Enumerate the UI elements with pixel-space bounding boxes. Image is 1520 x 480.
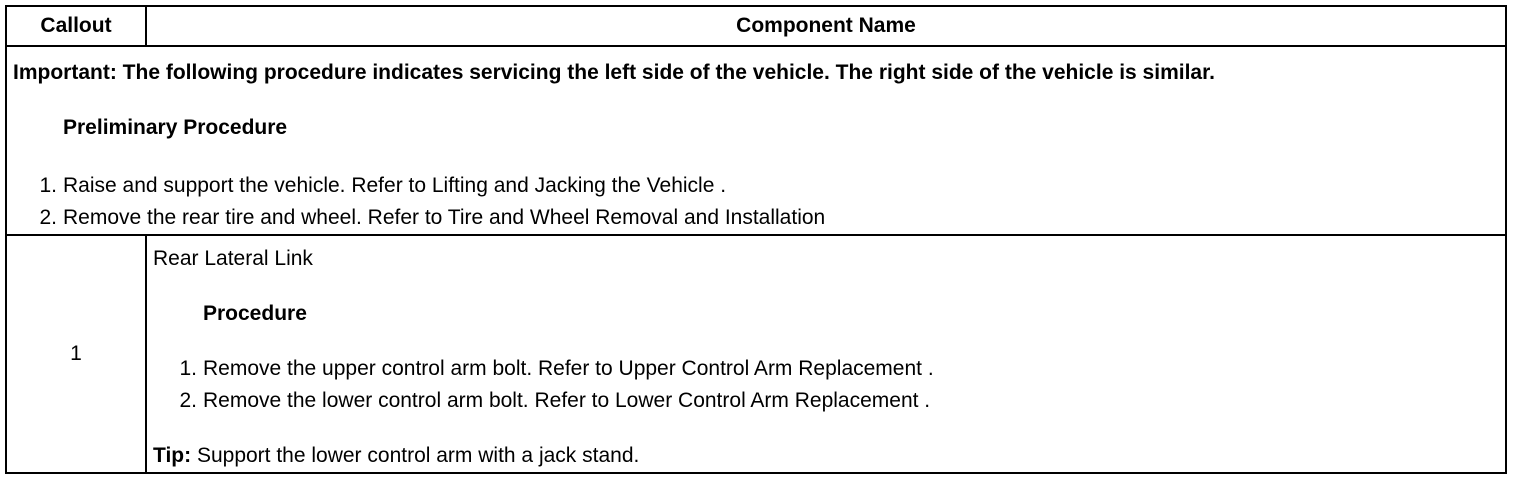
procedure-steps	[153, 353, 1505, 417]
component-name-header: Component Name	[146, 6, 1506, 46]
preliminary-procedure-heading: Preliminary Procedure	[63, 116, 288, 139]
tip-label: Tip:	[153, 444, 192, 467]
step-number: 2.	[39, 206, 57, 229]
important-text: The following procedure indicates servicing the left side of the vehicle. The right side of the vehicle is similar.	[122, 61, 1215, 84]
table-row	[6, 235, 1506, 473]
list-item	[153, 385, 1505, 417]
step-number: 1.	[39, 174, 57, 197]
header-row	[6, 6, 1506, 46]
step-text: Remove the upper control arm bolt. Refer to Upper Control Arm Replacement .	[203, 357, 934, 380]
component-name: Rear Lateral Link	[153, 247, 313, 270]
tip-text: Support the lower control arm with a jack stand.	[196, 444, 640, 467]
important-note	[13, 60, 1505, 86]
step-text: Remove the rear tire and wheel. Refer to Tire and Wheel Removal and Installation	[63, 206, 826, 229]
callout-number: 1	[6, 235, 146, 473]
intro-cell	[6, 46, 1506, 235]
procedure-heading: Procedure	[203, 302, 307, 325]
preliminary-steps	[13, 170, 1505, 234]
callout-header: Callout	[6, 6, 146, 46]
step-text: Raise and support the vehicle. Refer to Lifting and Jacking the Vehicle .	[63, 174, 727, 197]
component-cell	[146, 235, 1506, 473]
step-text: Remove the lower control arm bolt. Refer to Lower Control Arm Replacement .	[203, 389, 931, 412]
list-item	[13, 170, 1505, 202]
list-item	[13, 202, 1505, 234]
intro-row	[6, 46, 1506, 235]
procedure-table	[5, 5, 1507, 474]
list-item	[153, 353, 1505, 385]
step-number: 2.	[179, 389, 197, 412]
important-label: Important:	[13, 61, 117, 84]
tip-note	[153, 443, 1505, 469]
step-number: 1.	[179, 357, 197, 380]
